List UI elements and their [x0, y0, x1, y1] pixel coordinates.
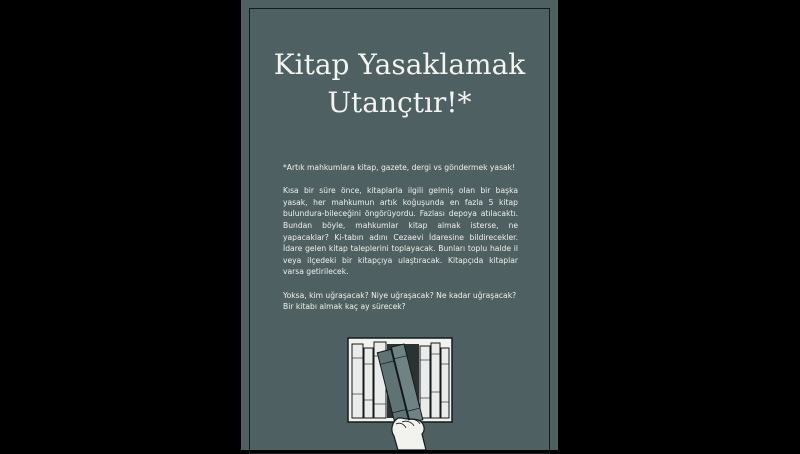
hand-pulling-book-from-shelf-illustration — [346, 334, 454, 450]
paragraph-2: Yoksa, kim uğraşacak? Niye uğraşacak? Ne kadar uğraşacak? Bir kitabı almak kaç ay sürecek? — [283, 290, 517, 312]
paragraph-1: Kısa bir süre önce, kitaplarla ilgili gelmiş olan bir başka yasak, her mahkumun artık koğuşunda en fazla 5 kitap bulundura-bileceğini öngörüyordu. Fazlası depoya atılacaktı. Bundan böyle, mahkumlar kitap almak isterse, ne yapacaklar? Ki-tabın adını Cezaevi İdaresine bildirecekler. İdare gelen kitap taleplerini toplayacak. Bunları toplu halde il veya ilçedeki bir kitapçıya ulaştıracak. Kitapçıda kitaplar varsa getirilecek. — [283, 186, 518, 277]
title-line-2: Utançtır!* — [327, 86, 472, 119]
title-line-1: Kitap Yasaklamak — [273, 48, 526, 81]
poster-body — [283, 162, 518, 324]
footnote-text: *Artık mahkumlara kitap, gazete, dergi vs göndermek yasak! — [283, 163, 516, 172]
poster-title — [241, 46, 558, 122]
